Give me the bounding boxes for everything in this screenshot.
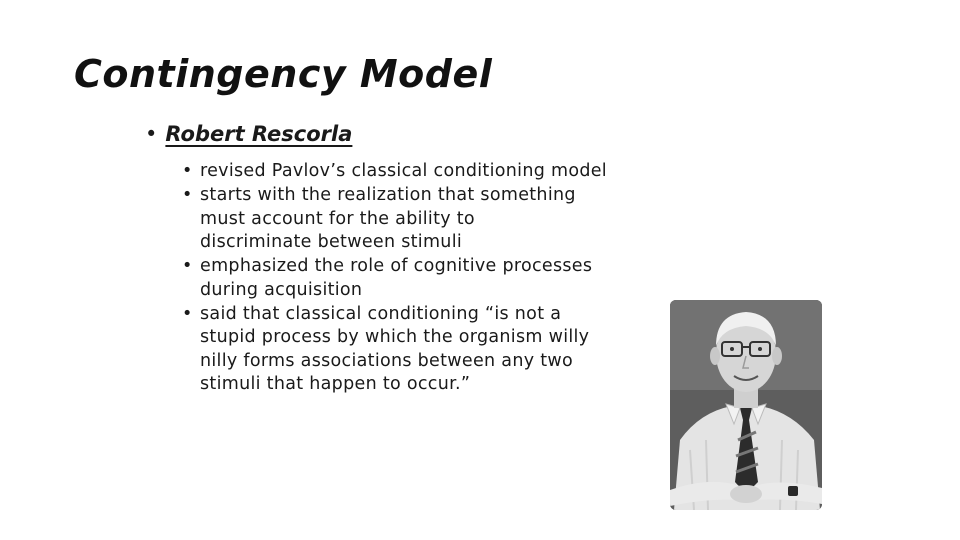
list-item-text: starts with the realization that something <box>200 185 576 205</box>
list-item-text: stupid process by which the organism willy <box>200 327 590 347</box>
person-name: Robert Rescorla <box>165 122 353 146</box>
list-item-text: emphasized the role of cognitive processes <box>200 256 593 276</box>
portrait-photo <box>670 300 822 510</box>
list-item-text: said that classical conditioning “is not a <box>200 303 562 324</box>
bullet-icon: • <box>145 122 158 146</box>
bullet-icon: • <box>182 256 193 276</box>
list-item <box>182 160 702 184</box>
list-item <box>182 255 702 302</box>
list-item <box>182 303 702 397</box>
bullet-icon: • <box>182 161 193 181</box>
list-item-text: stimuli that happen to occur.” <box>200 374 471 394</box>
portrait-photo-icon <box>670 300 822 510</box>
sub-bullet-list <box>182 160 702 397</box>
bullet-icon: • <box>182 303 193 324</box>
list-item-text: must account for the ability to <box>200 208 475 229</box>
list-item <box>182 184 702 255</box>
slide-title: Contingency Model <box>74 52 493 96</box>
list-item-text: nilly forms associations between any two <box>200 350 574 371</box>
person-bullet-item <box>145 122 352 146</box>
list-item-text: revised Pavlov’s classical conditioning model <box>200 161 607 181</box>
bullet-icon: • <box>182 185 193 205</box>
list-item-text: discriminate between stimuli <box>200 232 463 252</box>
list-item-text: during acquisition <box>200 279 363 300</box>
